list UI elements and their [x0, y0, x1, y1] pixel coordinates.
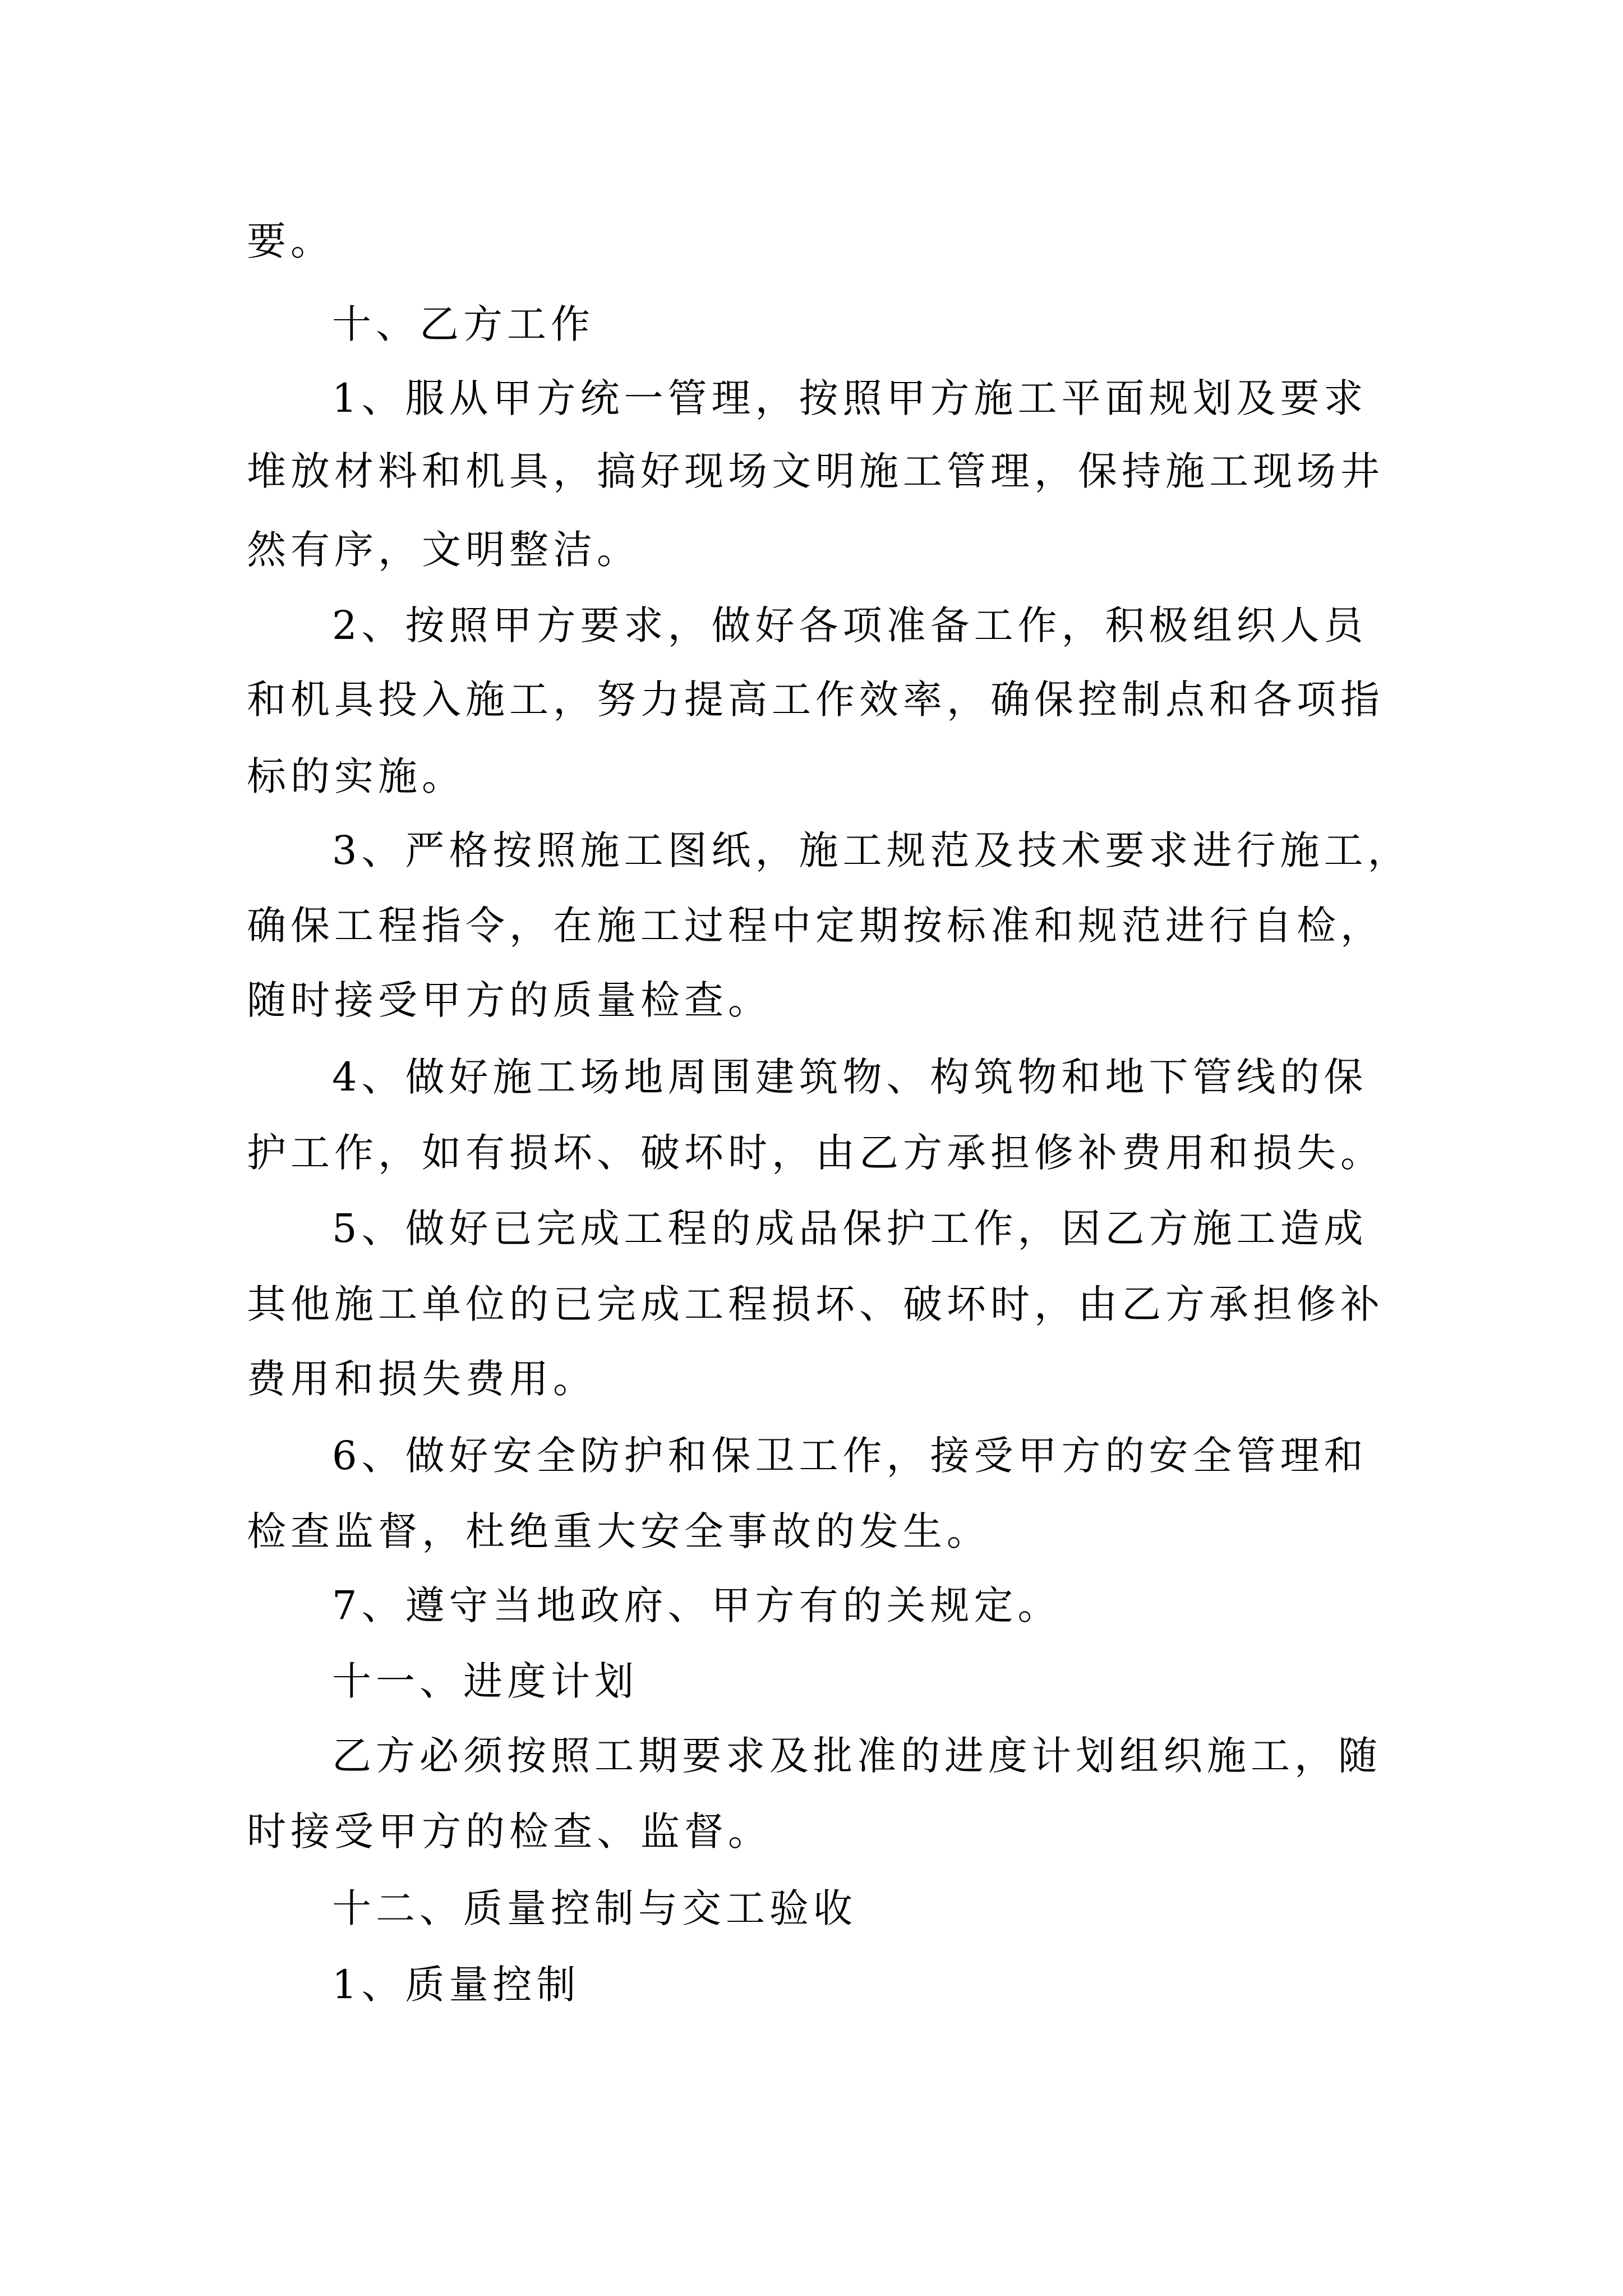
text-line: 6、做好安全防护和保卫工作，接受甲方的安全管理和 [332, 1433, 1368, 1479]
text-line: 标的实施。 [247, 753, 465, 799]
text-line: 3、严格按照施工图纸，施工规范及技术要求进行施工， [332, 827, 1412, 873]
text-line: 随时接受甲方的质量检查。 [247, 977, 772, 1023]
text-line: 检查监督，杜绝重大安全事故的发生。 [247, 1508, 990, 1554]
text-line: 其他施工单位的已完成工程损坏、破坏时，由乙方承担修补 [247, 1281, 1384, 1327]
text-line: 费用和损失费用。 [247, 1356, 597, 1402]
text-line: 5、做好已完成工程的成品保护工作，因乙方施工造成 [332, 1205, 1368, 1251]
text-line: 护工作，如有损坏、破坏时，由乙方承担修补费用和损失。 [247, 1130, 1384, 1176]
text-line: 时接受甲方的检查、监督。 [247, 1809, 772, 1855]
text-line: 确保工程指令，在施工过程中定期按标准和规范进行自检， [247, 903, 1384, 949]
section-heading: 十一、进度计划 [332, 1658, 638, 1704]
text-line: 堆放材料和机具，搞好现场文明施工管理，保持施工现场井 [247, 448, 1384, 494]
text-line: 要。 [247, 218, 334, 264]
text-line: 4、做好施工场地周围建筑物、构筑物和地下管线的保 [332, 1054, 1368, 1100]
text-line: 7、遵守当地政府、甲方有的关规定。 [332, 1582, 1062, 1628]
text-line: 和机具投入施工，努力提高工作效率，确保控制点和各项指 [247, 677, 1384, 723]
section-heading: 十二、质量控制与交工验收 [332, 1885, 857, 1931]
subsection-heading: 1、质量控制 [332, 1962, 580, 2008]
text-line: 然有序，文明整洁。 [247, 527, 640, 573]
text-line: 乙方必须按照工期要求及批准的进度计划组织施工，随 [332, 1733, 1382, 1779]
section-heading: 十、乙方工作 [332, 301, 594, 347]
text-line: 2、按照甲方要求，做好各项准备工作，积极组织人员 [332, 602, 1368, 648]
text-line: 1、服从甲方统一管理，按照甲方施工平面规划及要求 [332, 375, 1368, 421]
